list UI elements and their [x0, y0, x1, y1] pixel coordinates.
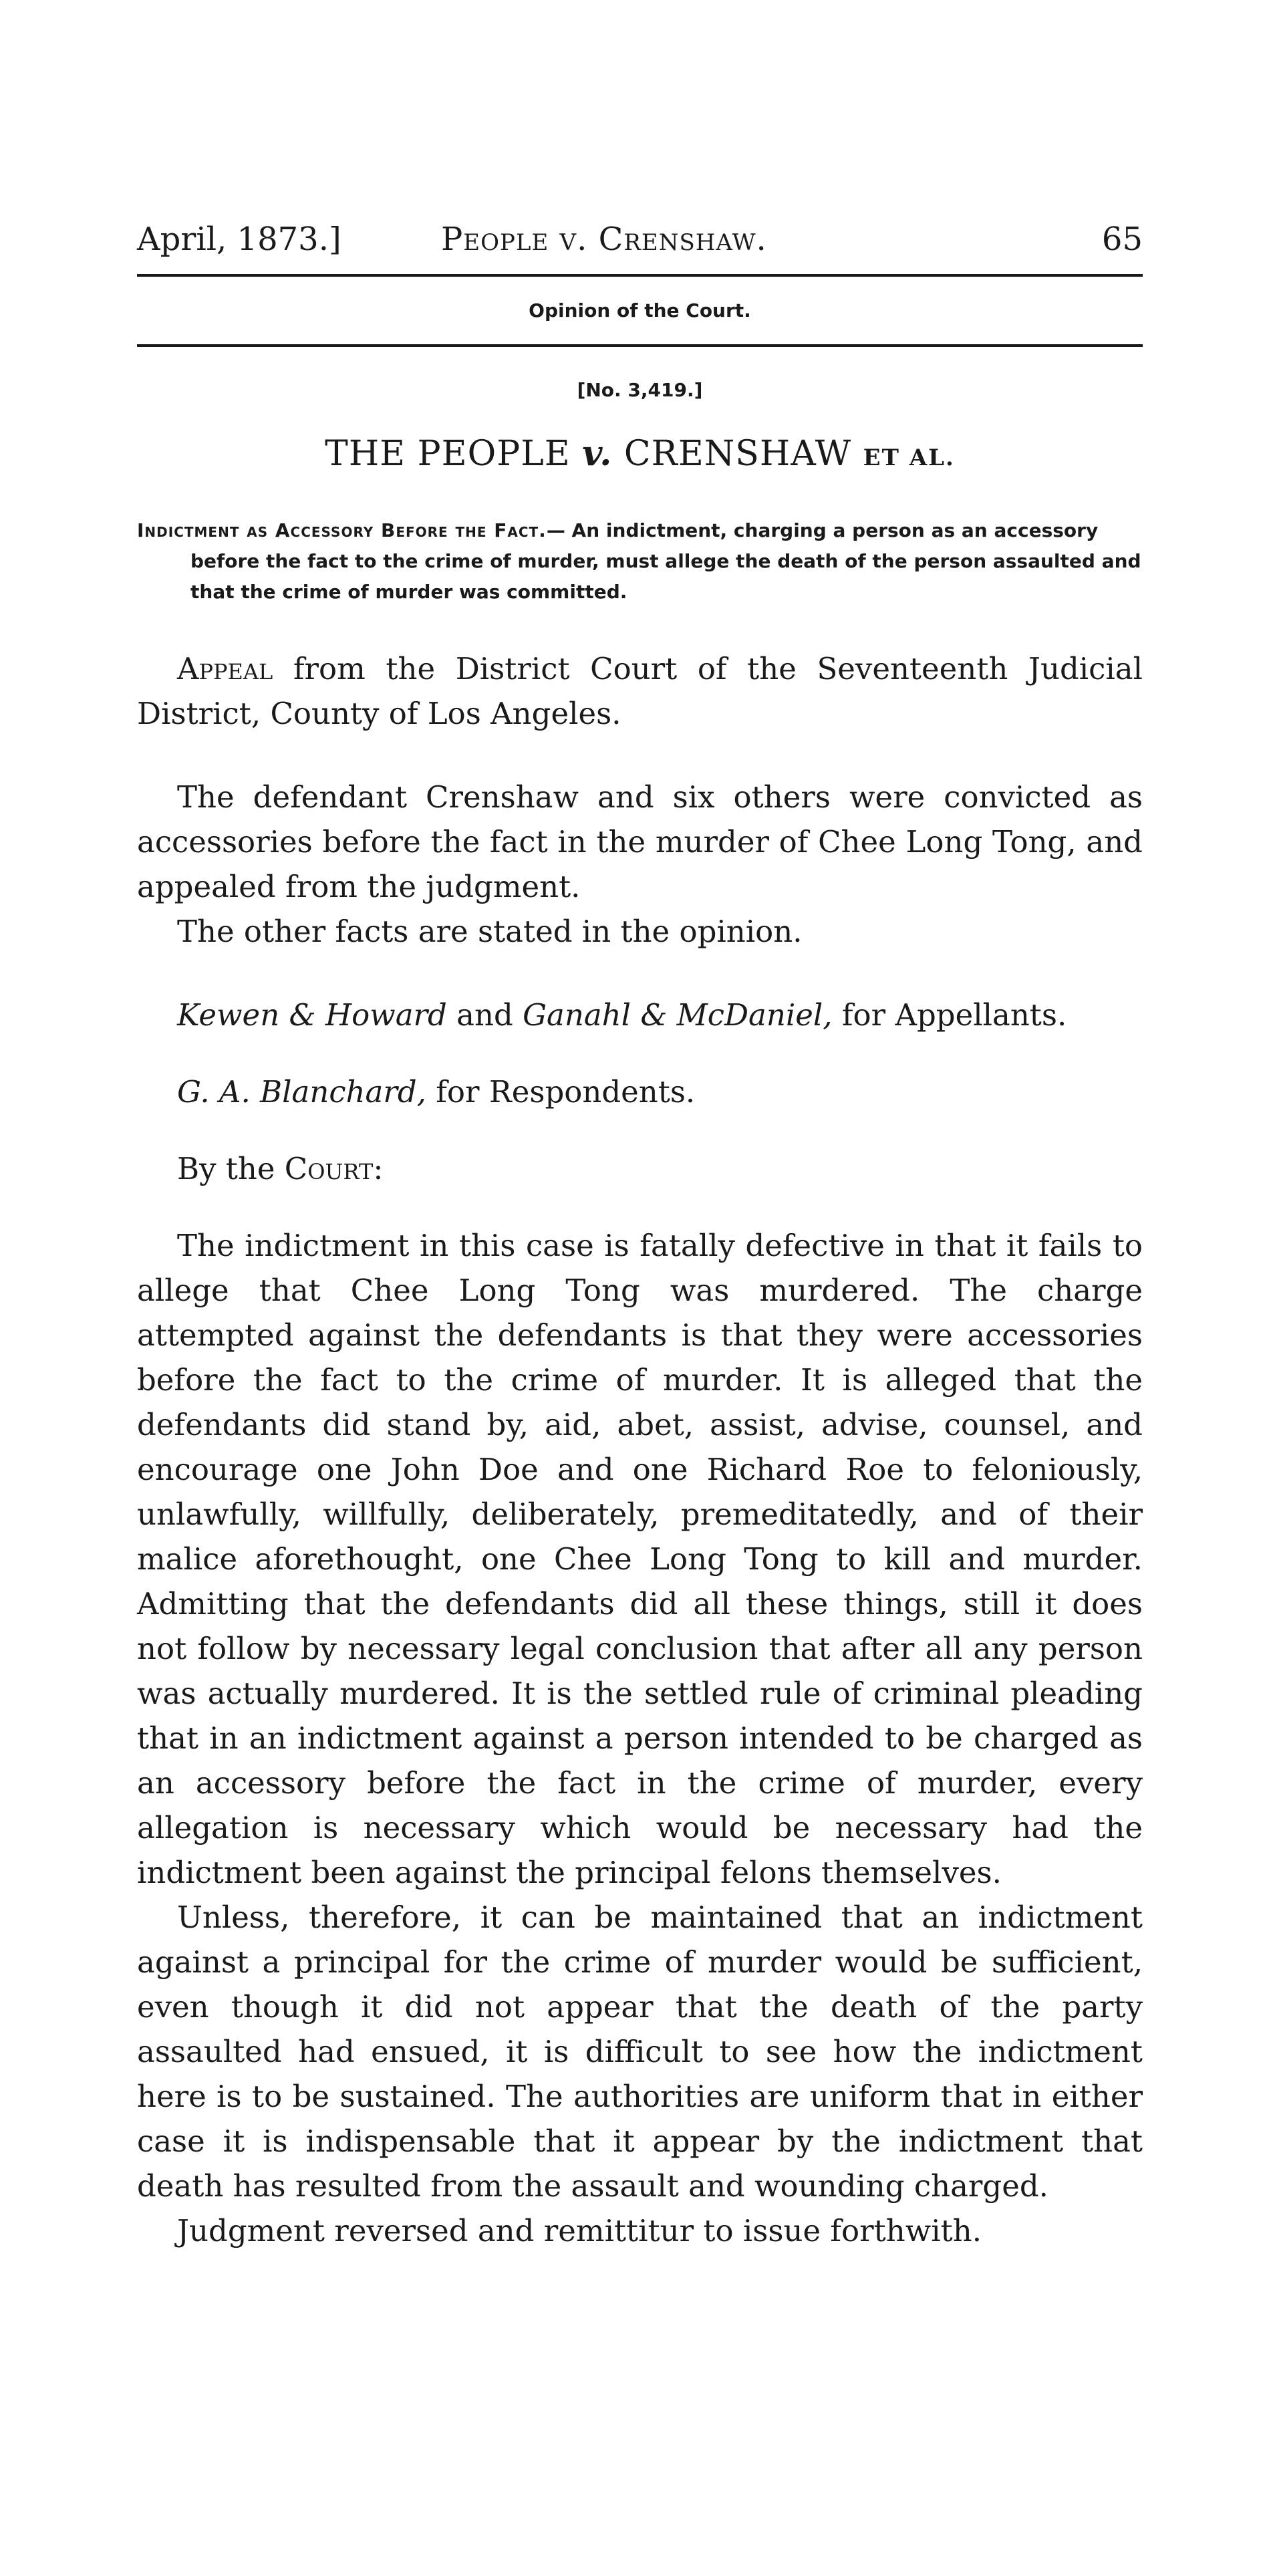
respondents-counsel [137, 1069, 1143, 1114]
case-title [137, 433, 1143, 474]
appeal-text: from the District Court of the Seventeenth Judicial District, County of Los Angeles. [137, 651, 1143, 731]
appellants-counsel-names-2: Ganahl & McDaniel, [523, 997, 833, 1033]
appellants-counsel-and: and [446, 997, 523, 1033]
by-the-court-label: Court [284, 1151, 374, 1186]
headnote-text: — An indictment, charging a person as an accessory before the fact to the crime of murder, must allege the death of the person assaulted and that the crime of murder was committed. [190, 519, 1141, 603]
case-title-party-1: THE PEOPLE [325, 434, 571, 474]
appeal-paragraph [137, 646, 1143, 736]
page-number: 65 [1101, 221, 1143, 258]
respondents-counsel-name: G. A. Blanchard, [177, 1074, 426, 1110]
appeal-lead: Appeal [177, 651, 273, 686]
body-text [137, 646, 1143, 2253]
opinion-paragraph-2: Unless, therefore, it can be maintained that an indictment against a principal for the crime of murder would be sufficient, even though it did not appear that the death of the party assaulted had ensued, it is difficult to see how the indictment here is to be sustained. The authorities are uniform that in either case it is indispensable that it appear by the indictment that death has resulted from the assault and wounding charged. [137, 1900, 1143, 2204]
header-rule-top [137, 274, 1143, 277]
document-page [137, 221, 1143, 2253]
running-case-title: People v. Crenshaw. [441, 221, 767, 258]
term-date: April, 1873.] [137, 221, 341, 258]
running-head [137, 221, 1143, 274]
case-number: [No. 3,419.] [577, 379, 703, 401]
case-title-party-2: CRENSHAW [623, 434, 852, 474]
section-label: Opinion of the Court. [529, 299, 751, 321]
respondents-counsel-role: for Respondents. [426, 1074, 696, 1110]
opinion-paragraph-1: The indictment in this case is fatally defective in that it fails to allege that Chee Long Tong was murdered. The charge attempted against the defendants is that they were accessories before the fact to the crime of murder. It is alleged that the defendants did stand by, aid, abet, assist, advise, counsel, and encourage one John Doe and one Richard Roe to feloniously, unlawfully, willfully, deliberately, premeditatedly, and of their malice aforethought, one Chee Long Tong to kill and murder. Admitting that the defendants did all these things, still it does not follow by necessary legal conclusion that after all any person was actually murdered. It is the settled rule of criminal pleading that in an indictment against a person intended to be charged as an accessory before the fact in the crime of murder, every allegation is necessary which would be necessary had the indictment been against the principal felons themselves. [137, 1228, 1143, 1890]
by-the-court [137, 1146, 1143, 1191]
appellants-counsel-role: for Appellants. [832, 997, 1067, 1033]
case-title-versus: v. [582, 433, 613, 474]
facts-paragraph-1: The defendant Crenshaw and six others were convicted as accessories before the fact in the murder of Chee Long Tong, and appealed from the judgment. [137, 779, 1143, 904]
judgment-paragraph: Judgment reversed and remittitur to issue forthwith. [177, 2213, 982, 2248]
header-rule-bottom [137, 344, 1143, 347]
by-the-court-suffix: : [373, 1151, 384, 1186]
facts-paragraph-2: The other facts are stated in the opinion. [177, 914, 803, 949]
case-title-etal: ET AL. [863, 444, 955, 471]
headnote-topic: Indictment as Accessory Before the Fact. [137, 519, 547, 541]
appellants-counsel-names-1: Kewen & Howard [177, 997, 447, 1033]
by-the-court-prefix: By the [177, 1151, 285, 1186]
headnote [137, 515, 1143, 608]
appellants-counsel [137, 993, 1143, 1037]
